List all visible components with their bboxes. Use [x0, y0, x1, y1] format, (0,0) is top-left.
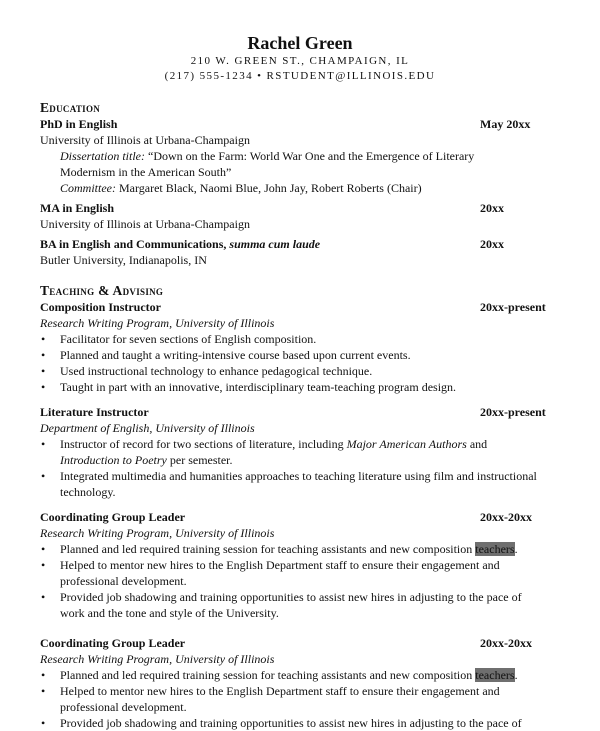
dissertation-text: “Down on the Farm: World War One and the Emergence of Literary — [145, 149, 475, 163]
bullet-item: • Provided job shadowing and training opportunities to assist new hires in adjusting to the pace of work and the tone and style of the University. — [41, 590, 522, 620]
job-row — [40, 509, 560, 525]
bullet-item: • Planned and led required training session for teaching assistants and new composition teachers. — [41, 542, 518, 556]
ma-date: 20xx — [480, 201, 504, 215]
resume-page — [40, 32, 560, 731]
bullet-item: • Taught in part with an innovative, interdisciplinary team-teaching program design. — [41, 380, 457, 394]
ba-degree: BA in English and Communications, — [40, 237, 227, 251]
committee-line — [40, 180, 560, 196]
job-bullets — [40, 541, 560, 621]
job-org: Research Writing Program, University of Illinois — [40, 526, 275, 540]
highlighted-word: teachers — [475, 542, 515, 556]
job-org: Research Writing Program, University of Illinois — [40, 652, 275, 666]
contact-line: (217) 555-1234 • RSTUDENT@ILLINOIS.EDU — [164, 70, 436, 82]
ba-school: Butler University, Indianapolis, IN — [40, 253, 207, 267]
ba-date: 20xx — [480, 237, 504, 251]
bullet-item: • Helped to mentor new hires to the English Department staff to ensure their engagement and professional development. — [41, 684, 500, 714]
highlighted-word: teachers — [475, 668, 515, 682]
committee-text: Margaret Black, Naomi Blue, John Jay, Robert Roberts (Chair) — [116, 181, 422, 195]
job-title: Literature Instructor — [40, 405, 149, 419]
candidate-name: Rachel Green — [247, 33, 353, 53]
job-row — [40, 299, 560, 315]
dissertation-line-2: Modernism in the American South” — [60, 165, 232, 179]
ba-degree-line — [40, 236, 320, 252]
job-bullets — [40, 436, 560, 500]
job-org: Department of English, University of Illinois — [40, 421, 255, 435]
job-date: 20xx-present — [480, 300, 546, 314]
dissertation-line — [40, 148, 560, 164]
ba-row — [40, 236, 560, 252]
bullet-item: • Facilitator for seven sections of English composition. — [41, 332, 317, 346]
job-row — [40, 404, 560, 420]
bullet-item: • Instructor of record for two sections of literature, including Major American Authors and Introduction to Poetry per semester. — [41, 437, 488, 467]
education-heading: Education — [40, 100, 101, 115]
ba-honors: summa cum laude — [229, 237, 321, 251]
job-date: 20xx-20xx — [480, 510, 532, 524]
ma-degree: MA in English — [40, 201, 115, 215]
bullet-item: • Used instructional technology to enhance pedagogical technique. — [41, 364, 373, 378]
ma-row — [40, 200, 560, 216]
job-title: Coordinating Group Leader — [40, 636, 186, 650]
job-bullets — [40, 667, 560, 731]
job-org: Research Writing Program, University of Illinois — [40, 316, 275, 330]
bullet-item: • Provided job shadowing and training opportunities to assist new hires in adjusting to the pace of — [41, 716, 522, 730]
teaching-heading: Teaching & Advising — [40, 283, 164, 298]
dissertation-label: Dissertation title: — [60, 149, 145, 163]
job-date: 20xx-20xx — [480, 636, 532, 650]
phd-date: May 20xx — [480, 117, 531, 131]
bullet-item: • Integrated multimedia and humanities approaches to teaching literature using film and instructional technology. — [41, 469, 537, 499]
job-title: Composition Instructor — [40, 300, 162, 314]
job-date: 20xx-present — [480, 405, 546, 419]
job-row — [40, 635, 560, 651]
phd-degree: PhD in English — [40, 117, 118, 131]
ma-school: University of Illinois at Urbana-Champaign — [40, 217, 250, 231]
bullet-item: • Planned and taught a writing-intensive course based upon current events. — [41, 348, 411, 362]
job-title: Coordinating Group Leader — [40, 510, 186, 524]
phd-school: University of Illinois at Urbana-Champaign — [40, 133, 250, 147]
committee-label: Committee: — [60, 181, 116, 195]
address-line: 210 W. GREEN ST., CHAMPAIGN, IL — [190, 55, 410, 67]
bullet-item: • Helped to mentor new hires to the English Department staff to ensure their engagement and professional development. — [41, 558, 500, 588]
job-bullets — [40, 331, 560, 395]
bullet-item: • Planned and led required training session for teaching assistants and new composition teachers. — [41, 668, 518, 682]
phd-row — [40, 116, 560, 132]
